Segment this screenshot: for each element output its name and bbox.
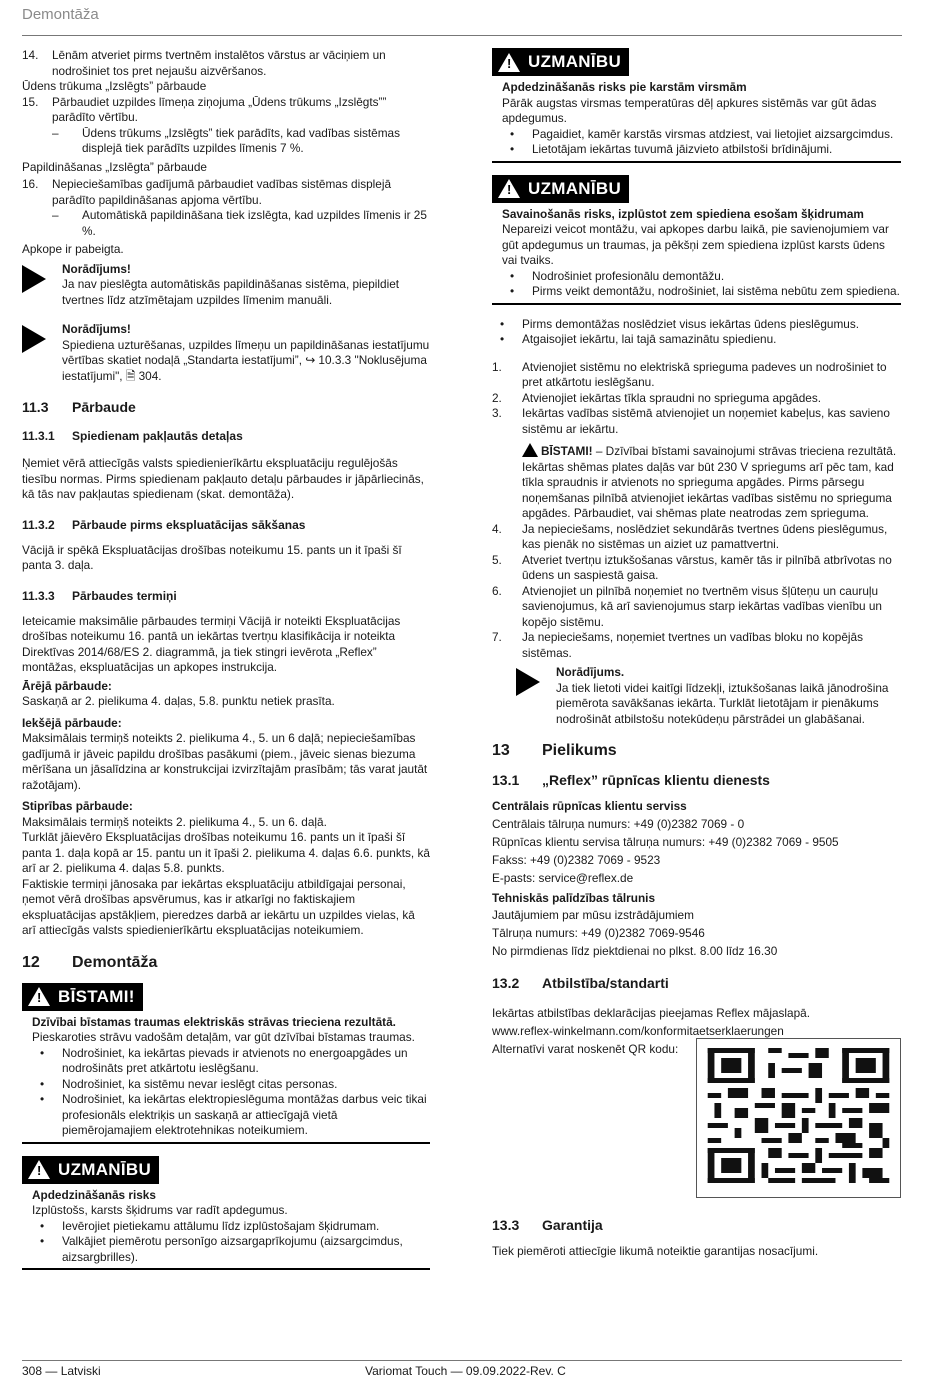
step-num: 16. [22, 177, 39, 191]
step-text: Nepieciešamības gadījumā pārbaudiet vadības sistēmas displejā parādīto papildināšanas apjoma vērtību. [52, 177, 392, 207]
section-number: 11.3.1 [22, 429, 55, 443]
danger-box [22, 983, 430, 1144]
note-text: Ja nav pieslēgta automātiskās papildināšanas sistēma, piepildiet tvertnes līdz atzīmētajam uzpildes līmenim manuāli. [62, 277, 400, 307]
bullet-dot: • [500, 316, 505, 331]
service-line: Centrālais tālruņa numurs: +49 (0)2382 7069 - 0 [492, 816, 745, 831]
bullet [502, 127, 901, 143]
qr-code[interactable] [696, 1038, 901, 1198]
step-text: Atveriet tvertņu iztukšošanas vārstus, kamēr tās ir pilnībā atbrīvotas no ūdens un saspiestā gaisa. [522, 552, 892, 582]
sub-text: Ūdens trūkums „Izslēgts” tiek parādīts, kad vadības sistēmas displejā tiek parādīts uzpildes līmenis 7 %. [82, 125, 400, 155]
danger-label: BĪSTAMI! [58, 986, 135, 1006]
arrow-icon [516, 665, 556, 727]
step-num: 7. [492, 630, 502, 644]
demount-step [492, 630, 901, 661]
step-16 [22, 177, 430, 208]
section-title: „Reflex” rūpnīcas klientu dienests [542, 772, 770, 788]
demount-step [492, 360, 901, 391]
bullet [492, 317, 901, 333]
section-number: 13.1 [492, 772, 520, 788]
section-number: 13.3 [492, 1216, 520, 1233]
right-column [492, 48, 901, 1259]
step-14 [22, 48, 430, 79]
bullet-dot: • [510, 268, 515, 283]
step-num: 3. [492, 406, 502, 420]
caution-title: Apdedzināšanās risks [32, 1187, 156, 1202]
dash: – [52, 125, 59, 140]
section-number: 13 [492, 742, 510, 759]
strength-check-text-3: Faktiskie termiņi jānosaka par iekārtas ekspluatāciju atbildīgajai personai, ņemot vērā drošības apsvērumus, kas ir atkarīgi no faktiskajiem ekspluatācijas apstākļiem, pieredzes darbā ar iekārtu un uzpildes vielas, kā arī attiecīgās valsts spiedienierīkārtu ekspluatācijas noteikumiem. [22, 876, 415, 937]
paragraph-11-3-1: Ņemiet vērā attiecīgās valsts spiedienierīkārtu ekspluatāciju regulējošās tiesību normas. Pirms spiedienam pakļauto detaļu pārbaudes ir jāpārliecinās, kā tās nav pakļautas spiedienam (skat. demontāža). [22, 456, 424, 501]
warning-triangle-icon: ! [28, 987, 50, 1006]
water-check-label: Ūdens trūkuma „Izslēgts” pārbaude [22, 79, 207, 93]
danger-badge [22, 983, 143, 1011]
bullet [502, 284, 901, 300]
note-title: Norādījums! [62, 322, 131, 336]
step-num: 6. [492, 583, 502, 598]
bullet-dot: • [40, 1234, 45, 1248]
section-title: Pārbaudes termiņi [72, 588, 177, 603]
sub-text: Automātiskā papildināšana tiek izslēgta, kad uzpildes līmenis ir 25 %. [82, 208, 427, 238]
section-11-3-2 [22, 517, 430, 533]
service-line: Fakss: +49 (0)2382 7069 - 9523 [492, 852, 661, 867]
tech-line: No pirmdienas līdz piektdienai no plkst. 8.00 līdz 16.30 [492, 944, 778, 958]
step-text: Atvienojiet sistēmu no elektriskā sprieguma padeves un nodrošiniet to pret atkārtotu ieslēgšanu. [522, 359, 887, 389]
section-title: Pārbaude [72, 399, 136, 415]
step-16-sub [22, 208, 430, 239]
section-11-3-3 [22, 588, 430, 604]
danger-title: Dzīvībai bīstamas traumas elektriskās strāvas trieciena rezultātā. [32, 1014, 396, 1029]
bullet [32, 1046, 430, 1077]
section-number: 11.3.3 [22, 588, 55, 603]
note-title: Norādījums. [556, 665, 625, 679]
caution-label: UZMANĪBU [528, 52, 622, 71]
warning-triangle-icon: ! [498, 53, 520, 72]
danger-label: BĪSTAMI! [541, 444, 593, 458]
caution-text: Pārāk augstas virsmas temperatūras dēļ apkures sistēmās var gūt ādas apdegumus. [502, 95, 877, 125]
step-num: 5. [492, 552, 502, 567]
external-check-text: Saskaņā ar 2. pielikuma 4. daļas, 5.8. punktu netiek prasīta. [22, 694, 335, 708]
bullet [32, 1219, 430, 1235]
section-13 [492, 741, 901, 761]
step-15-sub [22, 126, 430, 157]
caution-badge [22, 1156, 159, 1184]
bullet-dot: • [40, 1076, 45, 1091]
bullet-dot: • [510, 126, 515, 141]
section-13-3 [492, 1216, 901, 1234]
caution-text: Izplūstošs, karsts šķidrums var radīt apdegumus. [32, 1203, 288, 1217]
step-text: Pārbaudiet uzpildes līmeņa ziņojuma „Ūdens trūkums „Izslēgts”” parādīto vērtību. [52, 94, 387, 124]
footer-doc: Variomat Touch — 09.09.2022-Rev. C [365, 1364, 566, 1378]
caution-text: Nepareizi veicot montāžu, vai apkopes darbu laikā, pie savienojumiem var gūt apdegumus un traumas, ja pēkšņi zem spiediena izplūst karsts ūdens vai tvaiks. [502, 222, 889, 267]
paragraph-11-3-3: Ieteicamie maksimālie pārbaudes termiņi Vācijā ir noteikti Ekspluatācijas drošības noteikumu 16. pantā un iekārtas tvertņu klasifikācija ir noteikta Direktīvas 2014/68/ES 2. diagrammā, ja tiek stingri ievērota „Reflex” montāžas, ekspluatācijas un apkopes instrukcija. [22, 613, 401, 674]
step-text: Atvienojiet iekārtas tīkla spraudni no sprieguma apgādes. [522, 390, 822, 405]
strength-check-text-2: Turklāt jāievēro Ekspluatācijas drošības noteikumu 16. pants un it īpaši šī panta 1. daļa kopā ar 15. pantu un it īpaši 2. pielikuma 4. daļas 6.6. punkts, kā arī ar 2. pielikuma 4. daļas 5.8. punkts. [22, 830, 430, 875]
qr-code-image [701, 1043, 896, 1188]
footer-rule [22, 1360, 902, 1361]
section-number: 11.3 [22, 399, 49, 415]
section-title: Pārbaude pirms ekspluatācijas sākšanas [72, 517, 306, 532]
section-number: 11.3.2 [22, 517, 55, 532]
service-line: Rūpnīcas klientu servisa tālruņa numurs: +49 (0)2382 7069 - 9505 [492, 834, 839, 849]
conformity-text: Iekārtas atbilstības deklarācijas pieejamas Reflex mājaslapā. [492, 1006, 811, 1020]
step-num: 4. [492, 521, 502, 536]
bullet-text: Nodrošiniet, ka sistēmu nevar ieslēgt citas personas. [62, 1076, 338, 1091]
arrow-icon [22, 322, 62, 384]
caution-box-hot-surfaces [492, 48, 901, 163]
bullet-dot: • [40, 1092, 45, 1106]
section-11-3-1 [22, 428, 430, 444]
demount-step [492, 391, 901, 407]
tech-line: Tālruņa numurs: +49 (0)2382 7069-9546 [492, 926, 705, 940]
service-title: Centrālais rūpnīcas klientu serviss [492, 799, 687, 813]
warranty-text: Tiek piemēroti attiecīgie likumā noteiktie garantijas nosacījumi. [492, 1243, 819, 1258]
caution-box [22, 1156, 430, 1271]
service-email: E-pasts: service@reflex.de [492, 870, 634, 885]
section-13-1 [492, 771, 901, 789]
bullet [502, 269, 901, 285]
demount-step [492, 522, 901, 553]
arrow-icon [22, 262, 62, 309]
bullet-text: Valkājiet piemērotu personīgo aizsargaprīkojumu (aizsargcimdus, aizsargbrilles). [62, 1234, 403, 1264]
demount-step [492, 406, 901, 437]
step-num: 14. [22, 48, 39, 62]
bullet-text: Nodrošiniet, ka iekārtas pievads ir atvienots no energoapgādes un nodrošināts pret atkārtotu ieslēgšanu. [62, 1045, 408, 1075]
strength-check-title: Stiprības pārbaude: [22, 799, 133, 813]
bullet-text: Nodrošiniet profesionālu demontāžu. [532, 268, 725, 283]
caution-box-pressure [492, 175, 901, 305]
section-title: Garantija [542, 1216, 603, 1233]
caution-label: UZMANĪBU [528, 178, 622, 198]
dash: – [52, 208, 59, 222]
bullet [32, 1092, 430, 1139]
caution-title: Apdedzināšanās risks pie karstām virsmām [502, 80, 747, 94]
bullet-text: Atgaisojiet iekārtu, lai tajā samazinātu spiedienu. [522, 332, 777, 346]
qr-label: Alternatīvi varat noskenēt QR kodu: [492, 1042, 679, 1056]
internal-check-title: Iekšējā pārbaude: [22, 715, 122, 730]
step-num: 1. [492, 359, 502, 374]
bullet-dot: • [40, 1045, 45, 1060]
section-title: Demontāža [72, 953, 158, 971]
step-text: Ja nepieciešams, noslēdziet sekundārās tvertnes ūdens pieslēgumus, kas pienāk no sistēmas un aiziet uz pamattvertni. [522, 521, 888, 551]
bullet-dot: • [510, 284, 515, 298]
bullet-text: Lietotājam iekārtas tuvumā jāizvieto atbilstoši brīdinājumi. [532, 142, 833, 156]
note-2 [22, 322, 430, 384]
note-1 [22, 262, 430, 309]
external-check-title: Ārējā pārbaude: [22, 678, 112, 693]
paragraph-11-3-2: Vācijā ir spēkā Ekspluatācijas drošības noteikumu 15. pants un it īpaši šī panta 3. daļa. [22, 542, 402, 572]
section-12 [22, 953, 430, 973]
step-text: Lēnām atveriet pirms tvertnēm instalētos vārstus ar vāciņiem un nodrošiniet tos pret nejaušu aizvēršanos. [52, 48, 386, 78]
step-text: Iekārtas vadības sistēmā atvienojiet un noņemiet kabeļus, kas savieno sistēmu ar iekārtu. [522, 406, 890, 436]
tech-title: Tehniskās palīdzības tālrunis [492, 890, 656, 905]
section-title: Atbilstība/standarti [542, 975, 669, 991]
conformity-url[interactable]: www.reflex-winkelmann.com/konformitaetserklaerungen [492, 1024, 784, 1038]
running-header: Demontāža [22, 6, 99, 23]
warning-triangle-icon: ! [498, 179, 520, 198]
bullet-dot: • [500, 332, 505, 346]
caution-badge [492, 48, 629, 76]
danger-text: – Dzīvībai bīstami savainojumi strāvas trieciena rezultātā. Iekārtas shēmas plates daļās var būt 230 V spriegums arī pēc tam, kad tīkla spraudnis ir atvienots no sprieguma apgādes. Pirms pārsegu noņemšanas pilnībā atvienojiet iekārtas vadības sistēmu no sprieguma apgādes. Pārbaudiet, vai shēmas plate neatrodas zem sprieguma. [522, 444, 897, 520]
inline-danger [492, 443, 901, 522]
header-rule [22, 35, 902, 36]
step-text: Atvienojiet un pilnībā noņemiet no tvertnēm visus šļūteņu un cauruļu savienojumus, kā arī savienojumus starp iekārtas vadības vienību un kopējo sistēmu. [522, 583, 882, 629]
section-number: 13.2 [492, 975, 520, 991]
bullet [32, 1077, 430, 1093]
caution-label: UZMANĪBU [58, 1159, 152, 1179]
internal-check-text: Maksimālais termiņš noteikts 2. pielikuma 4., 5. un 6 daļā; nepieciešamības gadījumā ir jāveic papildu drošības pasākumi (piem., jāveic sienas biezuma mērīšana un jāsalīdzina ar konstrukcijai izvirzītajām prasībām; tās varat jautāt ražotājam). [22, 731, 428, 792]
caution-title: Savainošanās risks, izplūstot zem spiediena esošam šķidrumam [502, 206, 864, 221]
note-title: Norādījums! [62, 261, 131, 276]
section-number: 12 [22, 953, 40, 971]
caution-badge [492, 175, 629, 203]
warning-triangle-icon: ! [28, 1160, 50, 1179]
step-text: Ja nepieciešams, noņemiet tvertnes un vadības bloku no kopējās sistēmas. [522, 630, 864, 660]
step-15 [22, 95, 430, 126]
section-11-3 [22, 398, 430, 416]
section-title: Spiedienam pakļautās detaļas [72, 429, 243, 443]
bullet-dot: • [510, 142, 515, 156]
bullet [492, 332, 901, 348]
footer-page: 308 — Latviski [22, 1364, 101, 1378]
strength-check-text-1: Maksimālais termiņš noteikts 2. pielikuma 4., 5. un 6. daļā. [22, 814, 327, 829]
demount-step [492, 553, 901, 584]
tech-line: Jautājumiem par mūsu izstrādājumiem [492, 908, 694, 922]
maintenance-done: Apkope ir pabeigta. [22, 242, 124, 256]
warning-triangle-icon [522, 443, 538, 457]
bullet [32, 1234, 430, 1265]
refill-check-label: Papildināšanas „Izslēgta” pārbaude [22, 159, 207, 174]
note-disposal [492, 665, 901, 727]
note-text: Spiediena uzturēšanas, uzpildes līmeņu un papildināšanas iestatījumu vērtības skatiet nodaļā „Standarta iestatījumi”, ↪ 10.3.3 "Noklusējuma iestatījumi", 🗎 304. [62, 337, 430, 383]
bullet [502, 142, 901, 158]
bullet-text: Ievērojiet pietiekamu attālumu līdz izplūstošajam šķidrumam. [62, 1218, 380, 1233]
demount-step [492, 584, 901, 631]
danger-text: Pieskaroties strāvu vadošām detaļām, var gūt dzīvībai bīstamas traumas. [32, 1030, 415, 1044]
left-column [22, 48, 430, 1270]
bullet-text: Nodrošiniet, ka iekārtas elektropieslēguma montāžas darbus veic tikai profesionāls elektriķis un saskaņā ar attiecīgajā vietā piemērojamajiem elektrotehnikas noteikumiem. [62, 1092, 427, 1137]
section-title: Pielikums [542, 742, 617, 759]
step-num: 2. [492, 390, 502, 405]
bullet-dot: • [40, 1218, 45, 1233]
bullet-text: Pirms demontāžas noslēdziet visus iekārtas ūdens pieslēgumus. [522, 316, 860, 331]
bullet-text: Pirms veikt demontāžu, nodrošiniet, lai sistēma nebūtu zem spiediena. [532, 284, 900, 298]
note-text: Ja tiek lietoti videi kaitīgi līdzekļi, iztukšošanas laikā jānodrošina piemērota savākšanas iekārta. Turklāt lietotājam ir pienākums nodrošināt atbilstošu notekūdeņu pārstrādei un glabāšanai. [556, 680, 889, 726]
section-13-2 [492, 974, 901, 992]
bullet-text: Pagaidiet, kamēr karstās virsmas atdziest, vai lietojiet aizsargcimdus. [532, 126, 894, 141]
step-num: 15. [22, 94, 39, 109]
